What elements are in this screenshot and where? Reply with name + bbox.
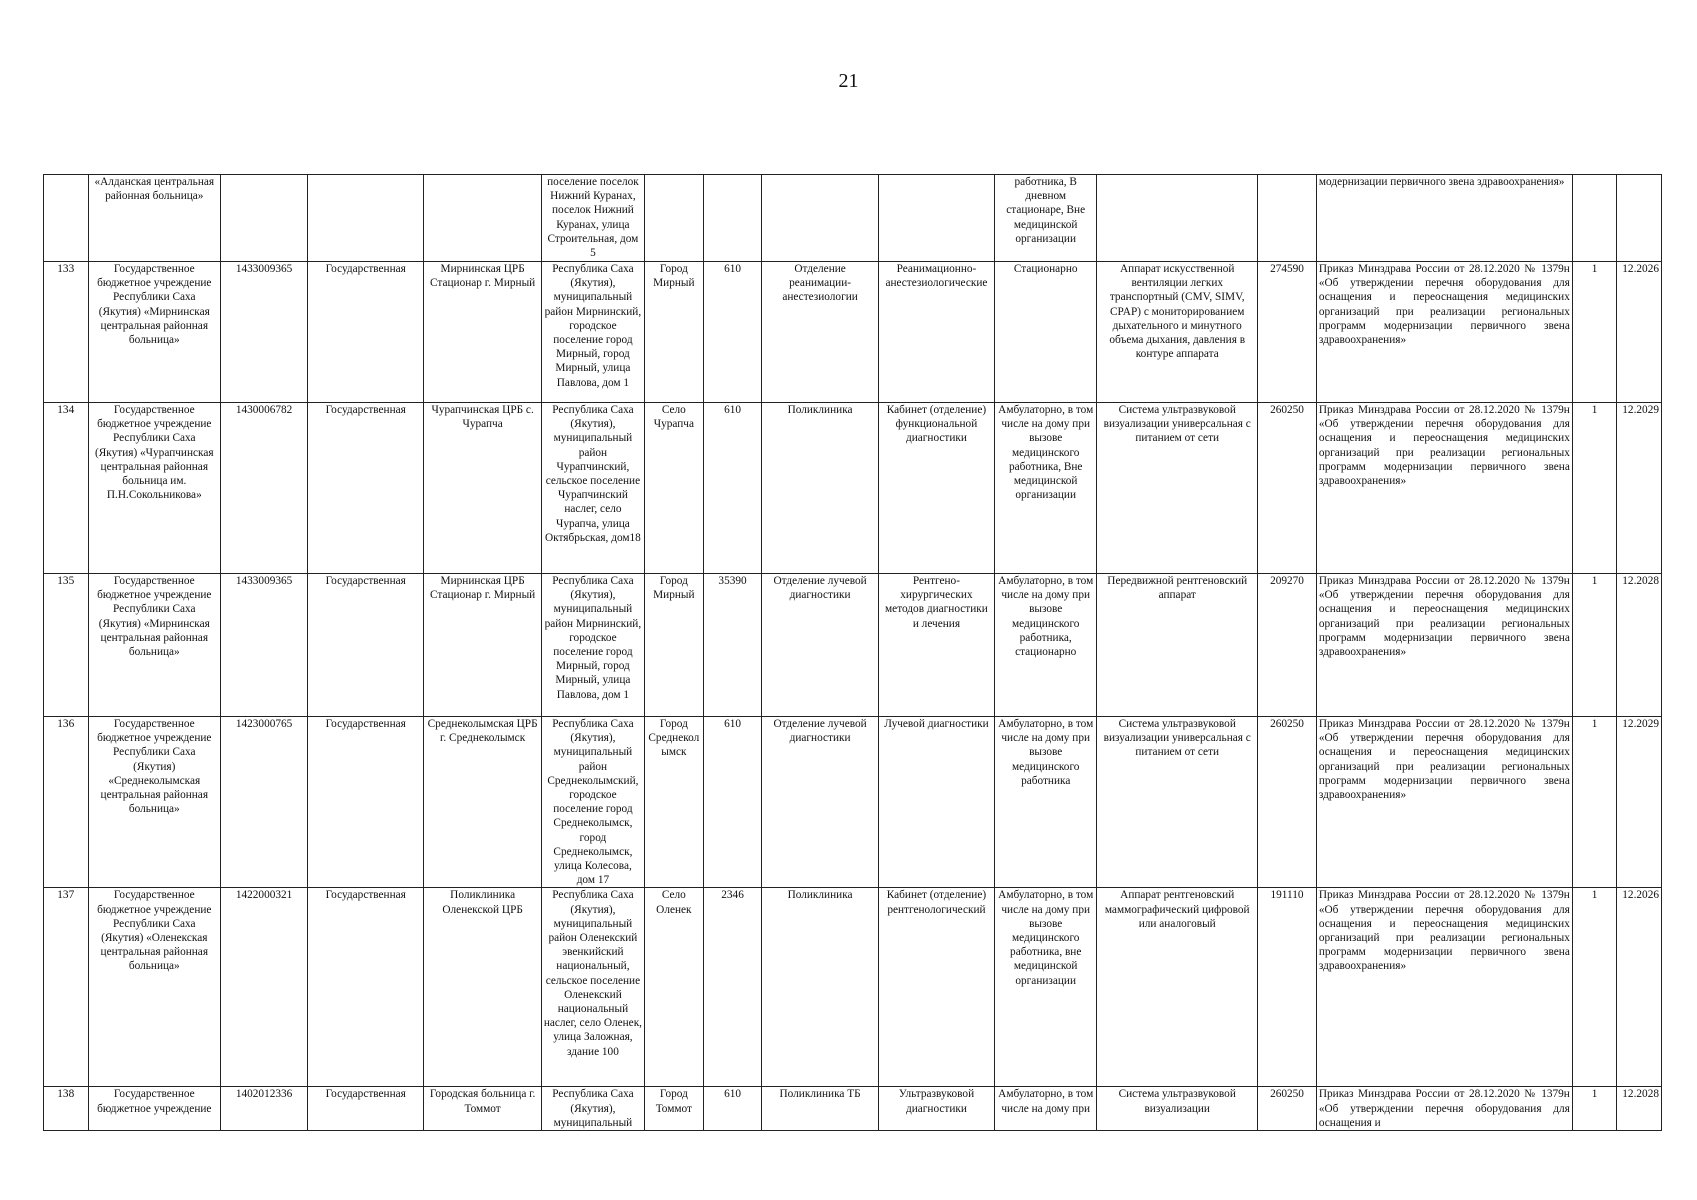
table-row [44, 262, 1662, 403]
cell-population: 610 [703, 403, 762, 574]
cell-department: Поликлиника [762, 888, 878, 1087]
cell-room [878, 175, 994, 262]
cell-date: 12.2029 [1617, 717, 1662, 888]
cell-institution: Государственное бюджетное учреждение Республики Саха (Якутия) «Среднеколымская центральная районная больница» [88, 717, 221, 888]
cell-inn: 1423000765 [221, 717, 308, 888]
cell-population: 2346 [703, 888, 762, 1087]
cell-ownership: Государственная [308, 1087, 424, 1131]
cell-num: 133 [44, 262, 89, 403]
cell-inn [221, 175, 308, 262]
cell-date [1617, 175, 1662, 262]
cell-facility: Поликлиника Оленекской ЦРБ [424, 888, 541, 1087]
cell-num: 138 [44, 1087, 89, 1131]
cell-date: 12.2028 [1617, 574, 1662, 717]
cell-equipment [1097, 175, 1258, 262]
cell-inn: 1430006782 [221, 403, 308, 574]
cell-department: Поликлиника [762, 403, 878, 574]
cell-inn: 1433009365 [221, 262, 308, 403]
cell-department: Отделение реанимации-анестезиологии [762, 262, 878, 403]
cell-equipment: Передвижной рентгеновский аппарат [1097, 574, 1258, 717]
cell-population: 35390 [703, 574, 762, 717]
table-row [44, 717, 1662, 888]
cell-code [1258, 175, 1317, 262]
cell-room: Рентгено-хирургических методов диагностики и лечения [878, 574, 994, 717]
cell-facility: Городская больница г. Томмот [424, 1087, 541, 1131]
cell-address: Республика Саха (Якутия), муниципальный район Мирнинский, городское поселение город Мирный, город Мирный, улица Павлова, дом 1 [541, 574, 644, 717]
table-row [44, 1087, 1662, 1131]
table-row [44, 574, 1662, 717]
cell-settlement: Город Томмот [645, 1087, 704, 1131]
cell-qty: 1 [1572, 403, 1617, 574]
cell-code: 260250 [1258, 1087, 1317, 1131]
cell-qty: 1 [1572, 1087, 1617, 1131]
cell-num: 137 [44, 888, 89, 1087]
cell-institution: Государственное бюджетное учреждение Республики Саха (Якутия) «Чурапчинская центральная районная больница им. П.Н.Сокольникова» [88, 403, 221, 574]
cell-settlement: Город Мирный [645, 262, 704, 403]
table-row [44, 403, 1662, 574]
cell-address: Республика Саха (Якутия), муниципальный район Чурапчинский, сельское поселение Чурапчинский наслег, село Чурапча, улица Октябрьская, дом18 [541, 403, 644, 574]
cell-institution: «Алданская центральная районная больница» [88, 175, 221, 262]
cell-inn: 1433009365 [221, 574, 308, 717]
cell-address: поселение поселок Нижний Куранах, поселок Нижний Куранах, улица Строительная, дом 5 [541, 175, 644, 262]
cell-settlement [645, 175, 704, 262]
cell-address: Республика Саха (Якутия), муниципальный район Среднеколымский, городское поселение город Среднеколымск, город Среднеколымск, улица Колесова, дом 17 [541, 717, 644, 888]
cell-num: 136 [44, 717, 89, 888]
cell-basis: модернизации первичного звена здравоохранения» [1316, 175, 1572, 262]
cell-qty: 1 [1572, 717, 1617, 888]
cell-inn: 1422000321 [221, 888, 308, 1087]
cell-code: 191110 [1258, 888, 1317, 1087]
cell-department: Отделение лучевой диагностики [762, 717, 878, 888]
equipment-table-wrapper [43, 174, 1662, 1131]
cell-conditions: Амбулаторно, в том числе на дому при вызове медицинского работника [995, 717, 1097, 888]
cell-population [703, 175, 762, 262]
cell-qty: 1 [1572, 262, 1617, 403]
cell-facility: Чурапчинская ЦРБ с. Чурапча [424, 403, 541, 574]
cell-room: Кабинет (отделение) функциональной диагностики [878, 403, 994, 574]
cell-basis: Приказ Минздрава России от 28.12.2020 № 1379н «Об утверждении перечня оборудования для оснащения и переоснащения медицинских организаций при реализации региональных программ модернизации первичного звена здравоохранения» [1316, 717, 1572, 888]
cell-equipment: Аппарат рентгеновский маммографический цифровой или аналоговый [1097, 888, 1258, 1087]
cell-code: 274590 [1258, 262, 1317, 403]
cell-facility: Среднеколымская ЦРБ г. Среднеколымск [424, 717, 541, 888]
cell-ownership: Государственная [308, 403, 424, 574]
cell-address: Республика Саха (Якутия), муниципальный район Оленекский эвенкийский национальный, сельское поселение Оленекский национальный наслег, село Оленек, улица Заложная, здание 100 [541, 888, 644, 1087]
cell-room: Кабинет (отделение) рентгенологический [878, 888, 994, 1087]
cell-num: 135 [44, 574, 89, 717]
cell-qty: 1 [1572, 574, 1617, 717]
cell-equipment: Аппарат искусственной вентиляции легких транспортный (CMV, SIMV, CPAP) с мониторированием дыхательного и минутного объема дыхания, давления в контуре аппарата [1097, 262, 1258, 403]
cell-qty [1572, 175, 1617, 262]
cell-population: 610 [703, 262, 762, 403]
cell-institution: Государственное бюджетное учреждение Республики Саха (Якутия) «Мирнинская центральная районная больница» [88, 262, 221, 403]
cell-room: Ультразвуковой диагностики [878, 1087, 994, 1131]
cell-inn: 1402012336 [221, 1087, 308, 1131]
cell-address: Республика Саха (Якутия), муниципальный район Мирнинский, городское поселение город Мирный, город Мирный, улица Павлова, дом 1 [541, 262, 644, 403]
cell-institution: Государственное бюджетное учреждение Республики Саха (Якутия) «Оленекская центральная районная больница» [88, 888, 221, 1087]
cell-institution: Государственное бюджетное учреждение Республики Саха (Якутия) «Мирнинская центральная районная больница» [88, 574, 221, 717]
cell-address: Республика Саха (Якутия), муниципальный [541, 1087, 644, 1131]
cell-equipment: Система ультразвуковой визуализации универсальная с питанием от сети [1097, 717, 1258, 888]
cell-date: 12.2028 [1617, 1087, 1662, 1131]
cell-basis: Приказ Минздрава России от 28.12.2020 № 1379н «Об утверждении перечня оборудования для оснащения и переоснащения медицинских организаций при реализации региональных программ модернизации первичного звена здравоохранения» [1316, 262, 1572, 403]
cell-room: Лучевой диагностики [878, 717, 994, 888]
cell-population: 610 [703, 1087, 762, 1131]
cell-department [762, 175, 878, 262]
cell-settlement: Город Среднеколымск [645, 717, 704, 888]
cell-room: Реанимационно-анестезиологические [878, 262, 994, 403]
cell-equipment: Система ультразвуковой визуализации [1097, 1087, 1258, 1131]
cell-basis: Приказ Минздрава России от 28.12.2020 № 1379н «Об утверждении перечня оборудования для оснащения и [1316, 1087, 1572, 1131]
cell-conditions: работника, В дневном стационаре, Вне медицинской организации [995, 175, 1097, 262]
cell-num [44, 175, 89, 262]
cell-basis: Приказ Минздрава России от 28.12.2020 № 1379н «Об утверждении перечня оборудования для оснащения и переоснащения медицинских организаций при реализации региональных программ модернизации первичного звена здравоохранения» [1316, 403, 1572, 574]
cell-settlement: Село Чурапча [645, 403, 704, 574]
cell-code: 209270 [1258, 574, 1317, 717]
table-row [44, 888, 1662, 1087]
cell-conditions: Амбулаторно, в том числе на дому при вызове медицинского работника, стационарно [995, 574, 1097, 717]
cell-qty: 1 [1572, 888, 1617, 1087]
cell-basis: Приказ Минздрава России от 28.12.2020 № 1379н «Об утверждении перечня оборудования для оснащения и переоснащения медицинских организаций при реализации региональных программ модернизации первичного звена здравоохранения» [1316, 888, 1572, 1087]
cell-population: 610 [703, 717, 762, 888]
cell-conditions: Амбулаторно, в том числе на дому при [995, 1087, 1097, 1131]
cell-code: 260250 [1258, 717, 1317, 888]
cell-ownership: Государственная [308, 717, 424, 888]
equipment-table [43, 174, 1662, 1131]
cell-equipment: Система ультразвуковой визуализации универсальная с питанием от сети [1097, 403, 1258, 574]
cell-basis: Приказ Минздрава России от 28.12.2020 № 1379н «Об утверждении перечня оборудования для оснащения и переоснащения медицинских организаций при реализации региональных программ модернизации первичного звена здравоохранения» [1316, 574, 1572, 717]
cell-ownership [308, 175, 424, 262]
cell-conditions: Амбулаторно, в том числе на дому при вызове медицинского работника, Вне медицинской организации [995, 403, 1097, 574]
cell-facility: Мирнинская ЦРБ Стационар г. Мирный [424, 262, 541, 403]
cell-settlement: Город Мирный [645, 574, 704, 717]
table-row-continuation [44, 175, 1662, 262]
cell-department: Поликлиника ТБ [762, 1087, 878, 1131]
cell-num: 134 [44, 403, 89, 574]
cell-date: 12.2026 [1617, 888, 1662, 1087]
cell-code: 260250 [1258, 403, 1317, 574]
cell-conditions: Амбулаторно, в том числе на дому при вызове медицинского работника, вне медицинской организации [995, 888, 1097, 1087]
cell-date: 12.2029 [1617, 403, 1662, 574]
cell-facility [424, 175, 541, 262]
cell-settlement: Село Оленек [645, 888, 704, 1087]
cell-institution: Государственное бюджетное учреждение [88, 1087, 221, 1131]
cell-department: Отделение лучевой диагностики [762, 574, 878, 717]
cell-ownership: Государственная [308, 888, 424, 1087]
cell-facility: Мирнинская ЦРБ Стационар г. Мирный [424, 574, 541, 717]
page-number: 21 [838, 70, 859, 92]
cell-conditions: Стационарно [995, 262, 1097, 403]
cell-ownership: Государственная [308, 262, 424, 403]
cell-date: 12.2026 [1617, 262, 1662, 403]
cell-ownership: Государственная [308, 574, 424, 717]
